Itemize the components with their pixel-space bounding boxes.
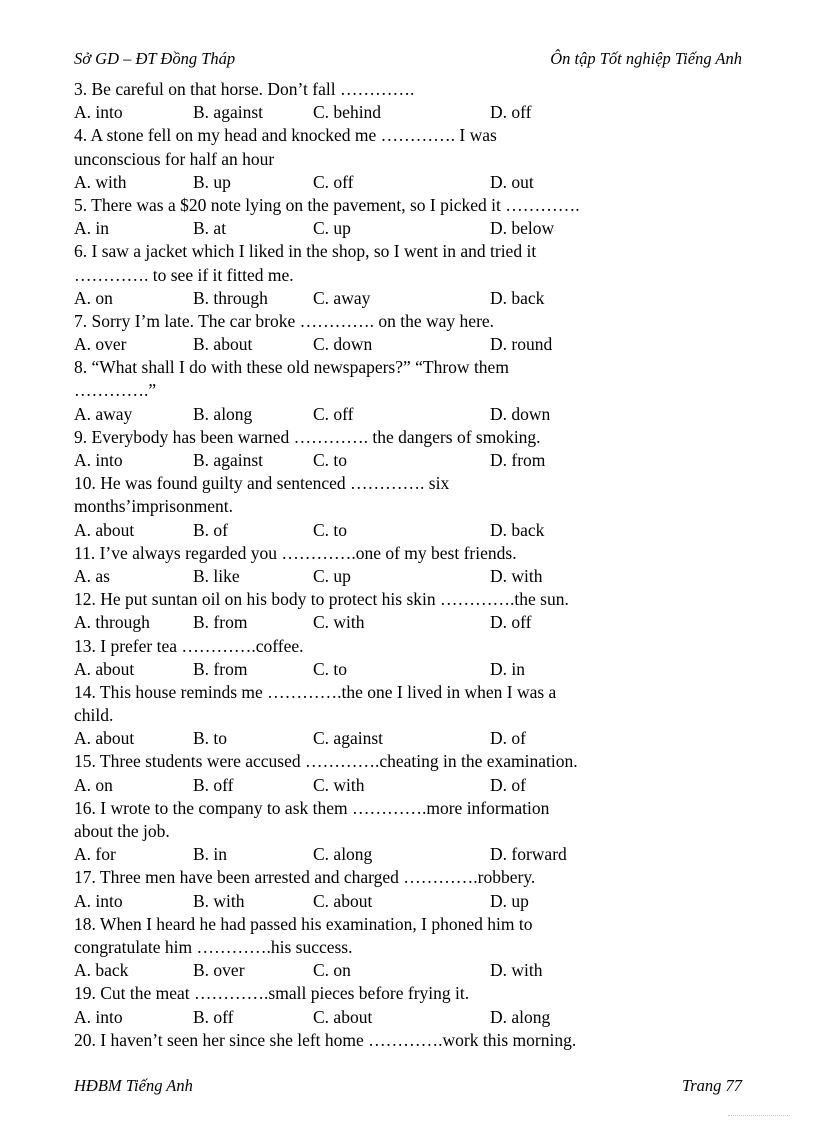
answer-options xyxy=(74,658,734,681)
answer-option: B. from xyxy=(193,658,248,679)
answer-options xyxy=(74,1006,734,1029)
answer-option: A. into xyxy=(74,890,123,911)
footer-left: HĐBM Tiếng Anh xyxy=(74,1076,193,1095)
answer-option: A. away xyxy=(74,403,133,424)
answer-option: C. down xyxy=(313,334,373,355)
answer-options xyxy=(74,890,734,913)
answer-option: A. on xyxy=(74,774,113,795)
question-text-line: 7. Sorry I’m late. The car broke …………. on the way here. xyxy=(74,310,495,331)
answer-option: A. on xyxy=(74,287,113,308)
answer-option: B. of xyxy=(193,519,228,540)
answer-options xyxy=(74,333,734,356)
question-text-line: 12. He put suntan oil on his body to protect his skin ………….the sun. xyxy=(74,589,569,610)
question-text-line: …………. to see if it fitted me. xyxy=(74,264,294,285)
answer-option: C. along xyxy=(313,844,373,865)
question-item xyxy=(74,240,734,310)
question-text-line: 15. Three students were accused ………….cheating in the examination. xyxy=(74,751,578,772)
question-item xyxy=(74,426,734,472)
question-text-line: 17. Three men have been arrested and charged ………….robbery. xyxy=(74,867,536,888)
answer-option: C. off xyxy=(313,403,354,424)
answer-option: C. on xyxy=(313,960,351,981)
answer-option: B. along xyxy=(193,403,253,424)
answer-option: C. off xyxy=(313,171,354,192)
answer-options xyxy=(74,565,734,588)
question-text-line: 4. A stone fell on my head and knocked me …………. I was xyxy=(74,125,497,146)
answer-option: B. from xyxy=(193,612,248,633)
answer-option: B. against xyxy=(193,450,263,470)
answer-option: D. of xyxy=(490,728,526,749)
question-text-line: 13. I prefer tea ………….coffee. xyxy=(74,635,304,656)
question-text-line: 6. I saw a jacket which I liked in the shop, so I went in and tried it xyxy=(74,241,537,262)
answer-options xyxy=(74,727,734,750)
answer-option: C. against xyxy=(313,728,383,749)
answer-options xyxy=(74,774,734,797)
question-item xyxy=(74,472,734,542)
answer-option: A. back xyxy=(74,960,129,981)
answer-option: A. as xyxy=(74,565,110,586)
question-list xyxy=(74,78,734,1052)
question-text-line: months’imprisonment. xyxy=(74,496,233,517)
answer-option: D. back xyxy=(490,287,545,308)
answer-option: B. like xyxy=(193,565,240,586)
answer-option: B. up xyxy=(193,171,231,192)
answer-option: B. about xyxy=(193,334,253,355)
answer-options xyxy=(74,611,734,634)
answer-option: D. below xyxy=(490,218,555,239)
question-item xyxy=(74,310,734,356)
answer-options xyxy=(74,171,734,194)
answer-option: A. about xyxy=(74,728,135,749)
answer-option: C. up xyxy=(313,218,351,239)
answer-option: C. with xyxy=(313,612,365,633)
answer-option: C. behind xyxy=(313,102,382,123)
answer-option: D. forward xyxy=(490,844,567,865)
answer-option: D. along xyxy=(490,1006,551,1027)
question-item xyxy=(74,982,734,1028)
question-text-line: 8. “What shall I do with these old newspapers?” “Throw them xyxy=(74,357,509,378)
question-text-line: 11. I’ve always regarded you ………….one of my best friends. xyxy=(74,542,517,563)
answer-options xyxy=(74,843,734,866)
answer-option: B. over xyxy=(193,960,245,981)
answer-option: C. to xyxy=(313,519,348,540)
answer-option: D. off xyxy=(490,612,532,633)
question-item xyxy=(74,750,734,796)
question-text-line: ………….” xyxy=(74,380,157,401)
question-text-line: congratulate him ………….his success. xyxy=(74,936,353,957)
page-footer xyxy=(74,1076,742,1100)
answer-option: D. out xyxy=(490,171,534,192)
question-text-line: 14. This house reminds me ………….the one I lived in when I was a xyxy=(74,681,557,702)
answer-option: D. of xyxy=(490,774,526,795)
answer-option: B. at xyxy=(193,218,227,239)
header-right: Ôn tập Tốt nghiệp Tiếng Anh xyxy=(550,49,742,68)
answer-option: B. off xyxy=(193,1006,234,1027)
answer-option: D. from xyxy=(490,450,546,470)
question-item xyxy=(74,588,734,634)
question-text-line: unconscious for half an hour xyxy=(74,148,275,169)
question-text-line: 18. When I heard he had passed his examination, I phoned him to xyxy=(74,913,533,934)
answer-option: D. up xyxy=(490,890,529,911)
answer-option: A. into xyxy=(74,1006,123,1027)
answer-option: D. down xyxy=(490,403,551,424)
answer-options xyxy=(74,101,734,124)
answer-option: D. off xyxy=(490,102,532,123)
answer-options xyxy=(74,217,734,240)
question-item xyxy=(74,356,734,426)
answer-options xyxy=(74,403,734,426)
answer-option: B. in xyxy=(193,844,228,865)
question-item xyxy=(74,194,734,240)
question-text-line: about the job. xyxy=(74,821,170,841)
answer-option: C. about xyxy=(313,890,373,911)
answer-option: A. into xyxy=(74,450,123,470)
question-item xyxy=(74,124,734,194)
page-header xyxy=(74,49,742,73)
question-text-line: 9. Everybody has been warned …………. the dangers of smoking. xyxy=(74,426,541,447)
answer-option: D. with xyxy=(490,960,543,981)
question-text-line: 20. I haven’t seen her since she left home ………….work this morning. xyxy=(74,1029,577,1050)
answer-options xyxy=(74,287,734,310)
answer-option: C. with xyxy=(313,774,365,795)
answer-option: A. into xyxy=(74,102,123,123)
question-item xyxy=(74,797,734,867)
answer-option: D. back xyxy=(490,519,545,540)
question-text-line: 3. Be careful on that horse. Don’t fall …………. xyxy=(74,79,415,99)
answer-option: B. through xyxy=(193,287,268,308)
answer-option: C. about xyxy=(313,1006,373,1027)
answer-option: B. with xyxy=(193,890,245,911)
answer-option: C. away xyxy=(313,287,371,308)
answer-option: C. to xyxy=(313,450,348,470)
question-item xyxy=(74,635,734,681)
answer-option: B. against xyxy=(193,102,263,123)
answer-option: C. up xyxy=(313,565,351,586)
answer-option: D. round xyxy=(490,334,553,355)
question-text-line: 10. He was found guilty and sentenced …………. six xyxy=(74,473,450,494)
question-item xyxy=(74,1029,734,1052)
question-text-line: 16. I wrote to the company to ask them ………….more information xyxy=(74,797,550,818)
question-item xyxy=(74,681,734,751)
question-item xyxy=(74,542,734,588)
answer-option: A. about xyxy=(74,658,135,679)
answer-option: C. to xyxy=(313,658,348,679)
question-text-line: 5. There was a $20 note lying on the pavement, so I picked it …………. xyxy=(74,194,580,215)
answer-option: B. to xyxy=(193,728,228,749)
footer-page-number: Trang 77 xyxy=(681,1076,742,1095)
answer-options xyxy=(74,959,734,982)
answer-option: D. with xyxy=(490,565,543,586)
answer-option: A. over xyxy=(74,334,127,355)
question-item xyxy=(74,913,734,983)
question-item xyxy=(74,866,734,912)
corner-mark xyxy=(728,1115,790,1117)
question-text-line: 19. Cut the meat ………….small pieces before frying it. xyxy=(74,983,470,1004)
question-item xyxy=(74,78,734,124)
answer-option: A. for xyxy=(74,844,116,865)
answer-option: A. through xyxy=(74,612,150,633)
answer-options xyxy=(74,449,734,472)
answer-option: A. about xyxy=(74,519,135,540)
answer-option: A. with xyxy=(74,171,127,192)
question-text-line: child. xyxy=(74,705,114,726)
answer-options xyxy=(74,519,734,542)
answer-option: A. in xyxy=(74,218,109,239)
answer-option: B. off xyxy=(193,774,234,795)
answer-option: D. in xyxy=(490,658,525,679)
header-left: Sở GD – ĐT Đồng Tháp xyxy=(74,49,236,68)
